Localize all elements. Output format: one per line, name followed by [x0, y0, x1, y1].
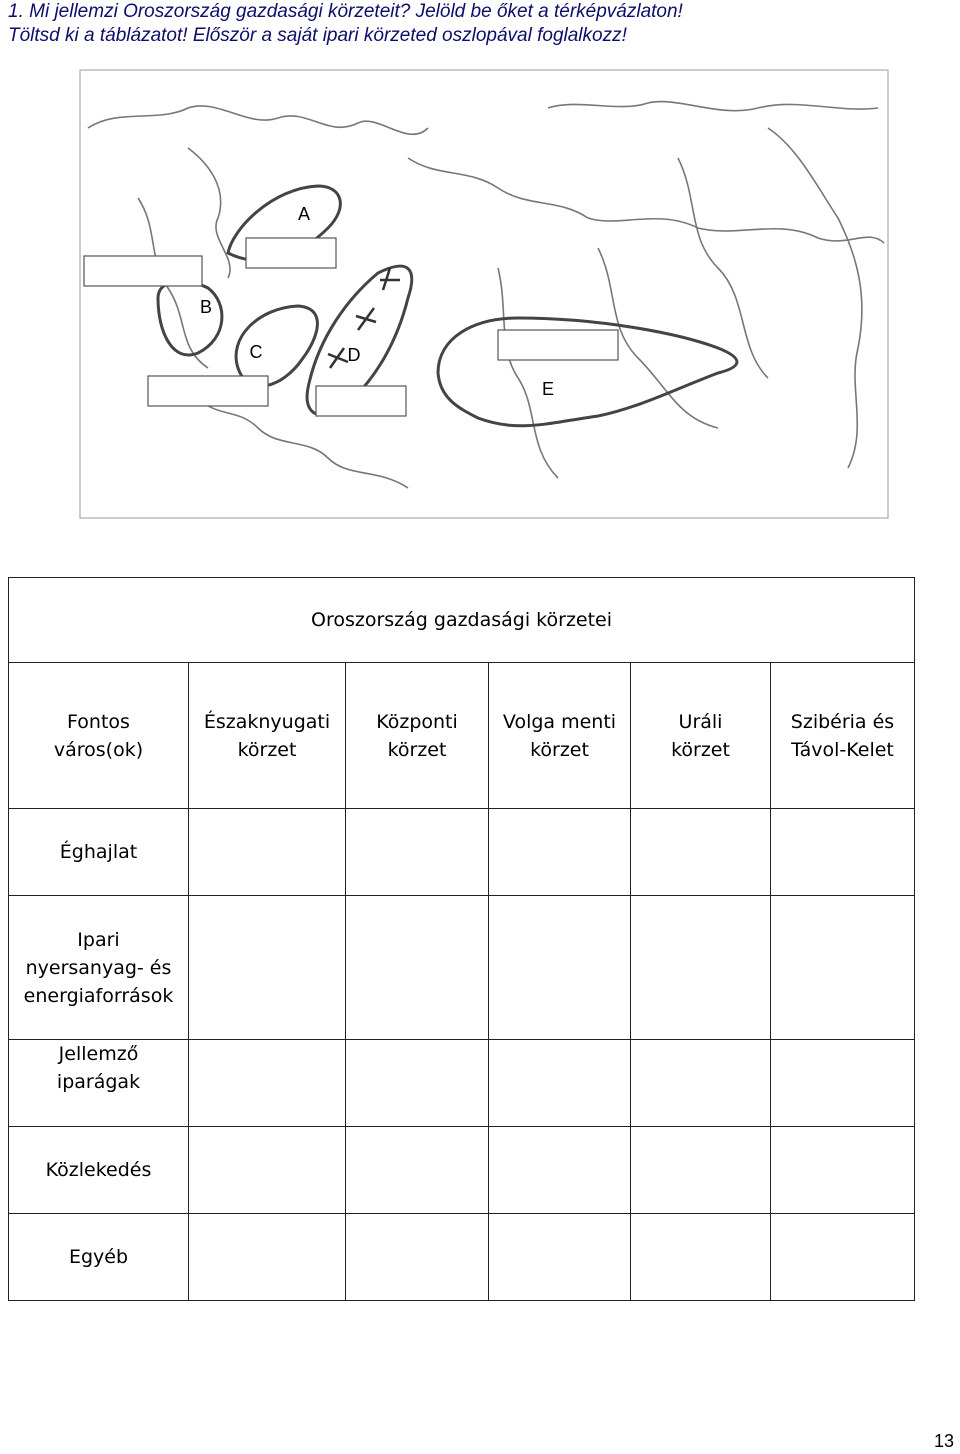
answer-cell[interactable] [489, 1040, 631, 1127]
instruction-line-2: Töltsd ki a táblázatot! Először a saját ipari körzeted oszlopával foglalkozz! [8, 25, 627, 46]
economic-regions-table [8, 577, 915, 1301]
table-title: Oroszország gazdasági körzetei [9, 578, 915, 663]
answer-cell[interactable] [489, 809, 631, 896]
row-label-cities: Fontos város(ok) [9, 663, 189, 809]
answer-cell[interactable] [346, 1214, 489, 1301]
column-header-ural: Uráli körzet [631, 663, 771, 809]
region-letter-a: A [297, 204, 311, 224]
column-header-siberia: Szibéria és Távol-Kelet [771, 663, 915, 809]
region-letter-e: E [541, 379, 555, 399]
answer-cell[interactable] [631, 1127, 771, 1214]
answer-cell[interactable] [346, 809, 489, 896]
region-letter-b: B [199, 297, 213, 317]
answer-cell[interactable] [189, 1214, 346, 1301]
answer-cell[interactable] [189, 896, 346, 1040]
row-label-industries: Jellemző iparágak [9, 1040, 189, 1127]
row-label-transport: Közlekedés [9, 1127, 189, 1214]
answer-cell[interactable] [346, 896, 489, 1040]
answer-cell[interactable] [771, 896, 915, 1040]
answer-cell[interactable] [189, 809, 346, 896]
row-label-climate: Éghajlat [9, 809, 189, 896]
answer-cell[interactable] [189, 1040, 346, 1127]
answer-cell[interactable] [631, 809, 771, 896]
instructions [8, 0, 948, 48]
row-label-resources: Ipari nyersanyag- és energiaforrások [9, 896, 189, 1040]
answer-cell[interactable] [771, 1214, 915, 1301]
russia-outline-map [78, 68, 890, 520]
answer-cell[interactable] [346, 1127, 489, 1214]
answer-cell[interactable] [346, 1040, 489, 1127]
region-letter-d: D [347, 345, 361, 365]
answer-cell[interactable] [631, 1214, 771, 1301]
column-header-volga: Volga menti körzet [489, 663, 631, 809]
answer-cell[interactable] [489, 1127, 631, 1214]
column-header-northwest: Északnyugati körzet [189, 663, 346, 809]
answer-cell[interactable] [631, 1040, 771, 1127]
column-header-central: Központi körzet [346, 663, 489, 809]
answer-cell[interactable] [489, 896, 631, 1040]
answer-cell[interactable] [631, 896, 771, 1040]
answer-cell[interactable] [771, 1127, 915, 1214]
answer-cell[interactable] [189, 1127, 346, 1214]
answer-cell[interactable] [771, 809, 915, 896]
instruction-line-1: 1. Mi jellemzi Oroszország gazdasági körzeteit? Jelöld be őket a térképvázlaton! [8, 1, 683, 22]
row-label-other: Egyéb [9, 1214, 189, 1301]
answer-cell[interactable] [489, 1214, 631, 1301]
answer-cell[interactable] [771, 1040, 915, 1127]
page-number: 13 [933, 1431, 954, 1451]
region-letter-c: C [249, 342, 263, 362]
